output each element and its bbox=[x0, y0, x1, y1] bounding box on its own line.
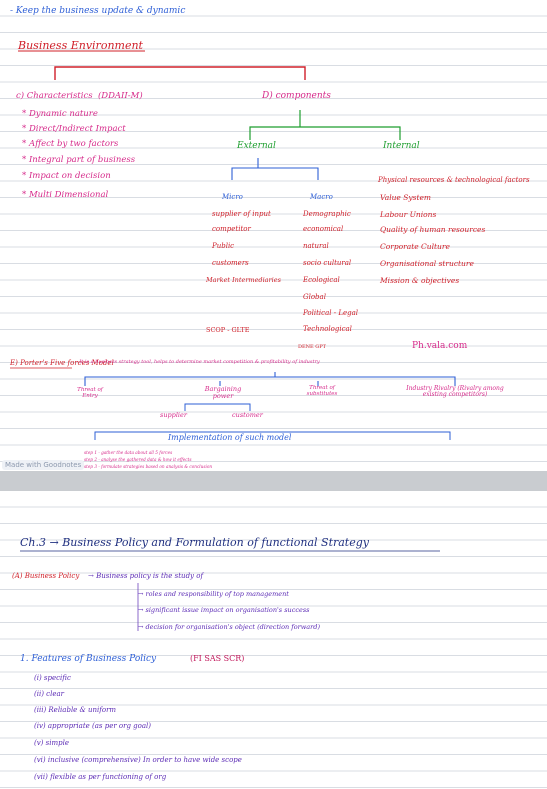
mnemonic-note: SCOP - GLTE bbox=[206, 326, 250, 334]
implementation-label: Implementation of such model bbox=[168, 433, 292, 442]
implementation-step: step 3 - formulate strategies based on analysis & conclusion bbox=[84, 464, 213, 469]
internal-item: Corporate Culture bbox=[380, 242, 450, 251]
features-heading: 1. Features of Business Policy bbox=[20, 654, 157, 664]
characteristic-item: * Dynamic nature bbox=[22, 109, 98, 119]
internal-item: Value System bbox=[380, 193, 432, 202]
implementation-step: step 2 - analyse the gathered data & how it effects bbox=[84, 457, 192, 462]
macro-label: Macro bbox=[310, 193, 333, 201]
internal-item: Labour Unions bbox=[380, 210, 437, 219]
characteristic-item: * Multi Dimensional bbox=[22, 190, 109, 200]
characteristics-heading: c) Characteristics (DDAII-M) bbox=[16, 91, 143, 101]
top-note: - Keep the business update & dynamic bbox=[10, 6, 186, 16]
macro-item: socio cultural bbox=[303, 259, 352, 267]
implementation-step: step 1 - gather the data about all 5 forces bbox=[84, 450, 173, 455]
internal-item: Quality of human resources bbox=[380, 225, 486, 234]
characteristic-item: * Impact on decision bbox=[22, 171, 111, 181]
watermark-text: Ph.vala.com bbox=[412, 341, 468, 351]
macro-item: Political - Legal bbox=[303, 309, 359, 317]
bargaining-customer: customer bbox=[232, 411, 263, 419]
characteristic-item: * Affect by two factors bbox=[22, 139, 119, 149]
feature-item: (v) simple bbox=[34, 739, 69, 747]
bargaining-supplier: supplier bbox=[160, 411, 187, 419]
porter-description: - It is a business strategy tool, helps to determine market competition & profitability of industry bbox=[76, 359, 320, 365]
micro-item: Market Intermediaries bbox=[206, 276, 281, 284]
mnemonic-note: DENE GPT bbox=[298, 344, 326, 350]
micro-label: Micro bbox=[222, 193, 243, 201]
components-heading: D) components bbox=[262, 91, 331, 101]
porter-force: Industry Rivalry (Rivalry among existing competitors) bbox=[406, 385, 504, 398]
macro-item: Ecological bbox=[303, 276, 340, 284]
internal-item: Organisational structure bbox=[380, 259, 474, 268]
micro-item: Public bbox=[212, 242, 235, 250]
page-separator bbox=[0, 471, 547, 491]
macro-item: Technological bbox=[303, 325, 352, 333]
porter-heading: E) Porter's Five forces Model bbox=[10, 359, 114, 367]
business-policy-point: → decision for organisation's object (direction forward) bbox=[138, 623, 320, 631]
business-policy-definition: → Business policy is the study of bbox=[88, 572, 204, 580]
feature-item: (ii) clear bbox=[34, 690, 64, 698]
porter-force: Bargaining power bbox=[204, 385, 242, 400]
feature-item: (i) specific bbox=[34, 674, 71, 682]
characteristic-item: * Direct/Indirect Impact bbox=[22, 124, 126, 134]
page-title: Business Environment bbox=[18, 39, 143, 52]
chapter-title: Ch.3 → Business Policy and Formulation of functional Strategy bbox=[20, 536, 369, 549]
macro-item: economical bbox=[303, 225, 344, 233]
macro-item: Global bbox=[303, 293, 326, 301]
micro-item: customers bbox=[212, 259, 249, 267]
micro-item: supplier of input bbox=[212, 210, 271, 218]
characteristic-item: * Integral part of business bbox=[22, 155, 136, 165]
porter-force: Threat of substitutes bbox=[306, 385, 338, 397]
external-label: External bbox=[237, 141, 276, 151]
porter-force: Threat of Entry bbox=[77, 387, 103, 399]
micro-item: competitor bbox=[212, 225, 251, 233]
business-policy-point: → roles and responsibility of top management bbox=[138, 590, 289, 598]
feature-item: (vii) flexible as per functioning of org bbox=[34, 773, 167, 781]
feature-item: (iii) Reliable & uniform bbox=[34, 706, 117, 714]
internal-item: Mission & objectives bbox=[380, 276, 460, 285]
business-policy-lead: (A) Business Policy bbox=[12, 572, 80, 580]
macro-item: Demographic bbox=[303, 210, 351, 218]
internal-label: Internal bbox=[383, 141, 420, 151]
internal-item: Physical resources & technological factors bbox=[378, 176, 530, 184]
feature-item: (iv) appropriate (as per org goal) bbox=[34, 722, 152, 730]
features-code: (FI SAS SCR) bbox=[190, 654, 245, 663]
goodnotes-badge: Made with Goodnotes bbox=[2, 460, 84, 470]
notebook-page-2 bbox=[0, 491, 547, 789]
macro-item: natural bbox=[303, 242, 329, 250]
business-policy-point: → significant issue impact on organisation's success bbox=[138, 606, 310, 614]
feature-item: (vi) inclusive (comprehensive) In order to have wide scope bbox=[34, 756, 242, 764]
